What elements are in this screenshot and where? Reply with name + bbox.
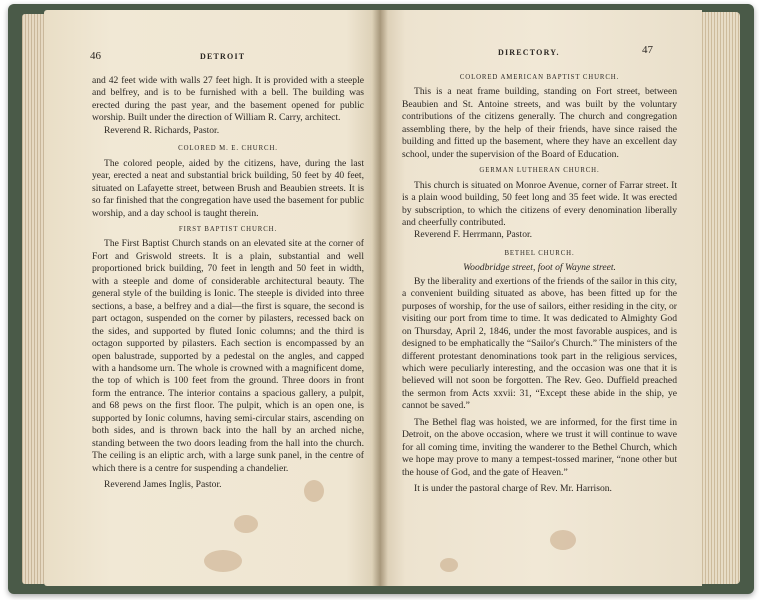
page-edges-left: [22, 14, 44, 584]
page-edges-right: [700, 12, 740, 584]
paragraph: and 42 feet wide with walls 27 feet high. It is provided with a steeple and belfrey, and is to be furnished with a bell. The building was erected during the past year, and the basement opened for public worship. Built under the direction of William R. Carry, architect.: [92, 75, 364, 124]
paragraph: This church is situated on Monroe Avenue, corner of Farrar street. It is a plain wood building, 50 feet long and 35 feet wide. It was erected by subscription, to which the citizens of every denomination liberally and cheerfully contributed.: [402, 179, 677, 228]
page-number-right: 47: [642, 44, 653, 56]
section-subheading: Woodbridge street, foot of Wayne street.: [463, 262, 616, 274]
section-heading: GERMAN LUTHERAN CHURCH.: [479, 167, 600, 175]
stain: [234, 515, 258, 533]
page-number-left: 46: [90, 50, 101, 62]
right-page: [380, 10, 702, 586]
pastor-line: Reverend James Inglis, Pastor.: [104, 479, 222, 491]
stain: [550, 530, 576, 550]
paragraph: It is under the pastoral charge of Rev. Mr. Harrison.: [414, 483, 612, 495]
section-heading: FIRST BAPTIST CHURCH.: [178, 225, 278, 233]
running-head-left: DETROIT: [200, 52, 246, 61]
paragraph: The Bethel flag was hoisted, we are informed, for the first time in Detroit, on the above occasion, where we trust it will continue to wave for all coming time, inviting the wanderer to the Bethel Church, which we hope may prove to many a tempest-tossed mariner, “none other but the house of God, and the gate of Heaven.”: [402, 416, 677, 478]
left-page: [44, 10, 380, 586]
paragraph: By the liberality and exertions of the friends of the sailor in this city, a convenient building situated as above, has been fitted up for the purposes of worship, for the use of sailors, either residing in the city, or visiting our port from time to time. It was dedicated to Almighty God on Thursday, April 2, 1846, under the most favorable auspices, and is designed to be emphatically the “Sailor's Church.” The ministers of the different protestant denominations took part in the religious services, which were peculiarly interesting, and the occasion was one that it is believed will not soon be forgotten. The Rev. Geo. Duffield preached the sermon from Acts xxvii: 31, “Except these abide in the ship, ye cannot be saved.”: [402, 275, 677, 412]
pastor-line: Reverend F. Herrmann, Pastor.: [414, 229, 533, 241]
section-heading: COLORED AMERICAN BAPTIST CHURCH.: [459, 74, 620, 81]
section-heading: COLORED M. E. CHURCH.: [178, 145, 278, 153]
book-gutter: [372, 10, 388, 586]
section-heading: BETHEL CHURCH.: [504, 249, 575, 257]
running-head-right: DIRECTORY.: [498, 48, 560, 57]
paragraph: This is a neat frame building, standing on Fort street, between Beaubien and St. Antoine streets, and was built by the voluntary contributions of the citizens generally. The church and congregation assembling there, by the help of their friends, have since raised the building and fitted up the basement, where they have an excellent day school, under the supervision of the Board of Education.: [402, 86, 677, 160]
left-page-text: [92, 75, 364, 498]
paragraph: The colored people, aided by the citizens, have, during the last year, erected a neat and substantial brick building, 50 feet by 40 feet, situated on Lafayette street, between Brush and Beaubien streets. It is so far finished that the congregation have used the basement for public worship, and a day school is taught therein.: [92, 157, 364, 219]
stain: [440, 558, 458, 572]
right-page-text: [402, 68, 677, 496]
paragraph: The First Baptist Church stands on an elevated site at the corner of Fort and Griswold streets. It is a plain, substantial and well proportioned brick building, 70 feet in length and 50 feet in width, with a steeple and dome of considerable architectural beauty. The general style of the building is Ionic. The steeple is divided into three sections, a base, a belfrey and a dial—the first is square, the second is part octagon, suspended on the corner by pilasters, recessed back on the sides, and supported by fluted Ionic columns; and the third is octagon supported by pilasters. Each section is encompassed by an open balustrade, supported by a pedestal on the angles, and capped with a handsome urn. The whole is crowned with a magnificent dome, the top of which is 100 feet from the ground. Three doors in front form the entrance. The interior contains a spacious gallery, a pulpit, and 68 pews on the first floor. The pulpit, which is an open one, is supported by Ionic columns, having semi-circular stairs, ascending on both sides, and is thrown back into the hall by an arched niche, standing between the two doors leading from the hall into the church. The ceiling is an eliptic arch, with a large sunk panel, in the centre of which there is a centre for suspending a chandelier.: [92, 238, 364, 474]
stain: [204, 550, 242, 572]
pastor-line: Reverend R. Richards, Pastor.: [104, 124, 220, 136]
